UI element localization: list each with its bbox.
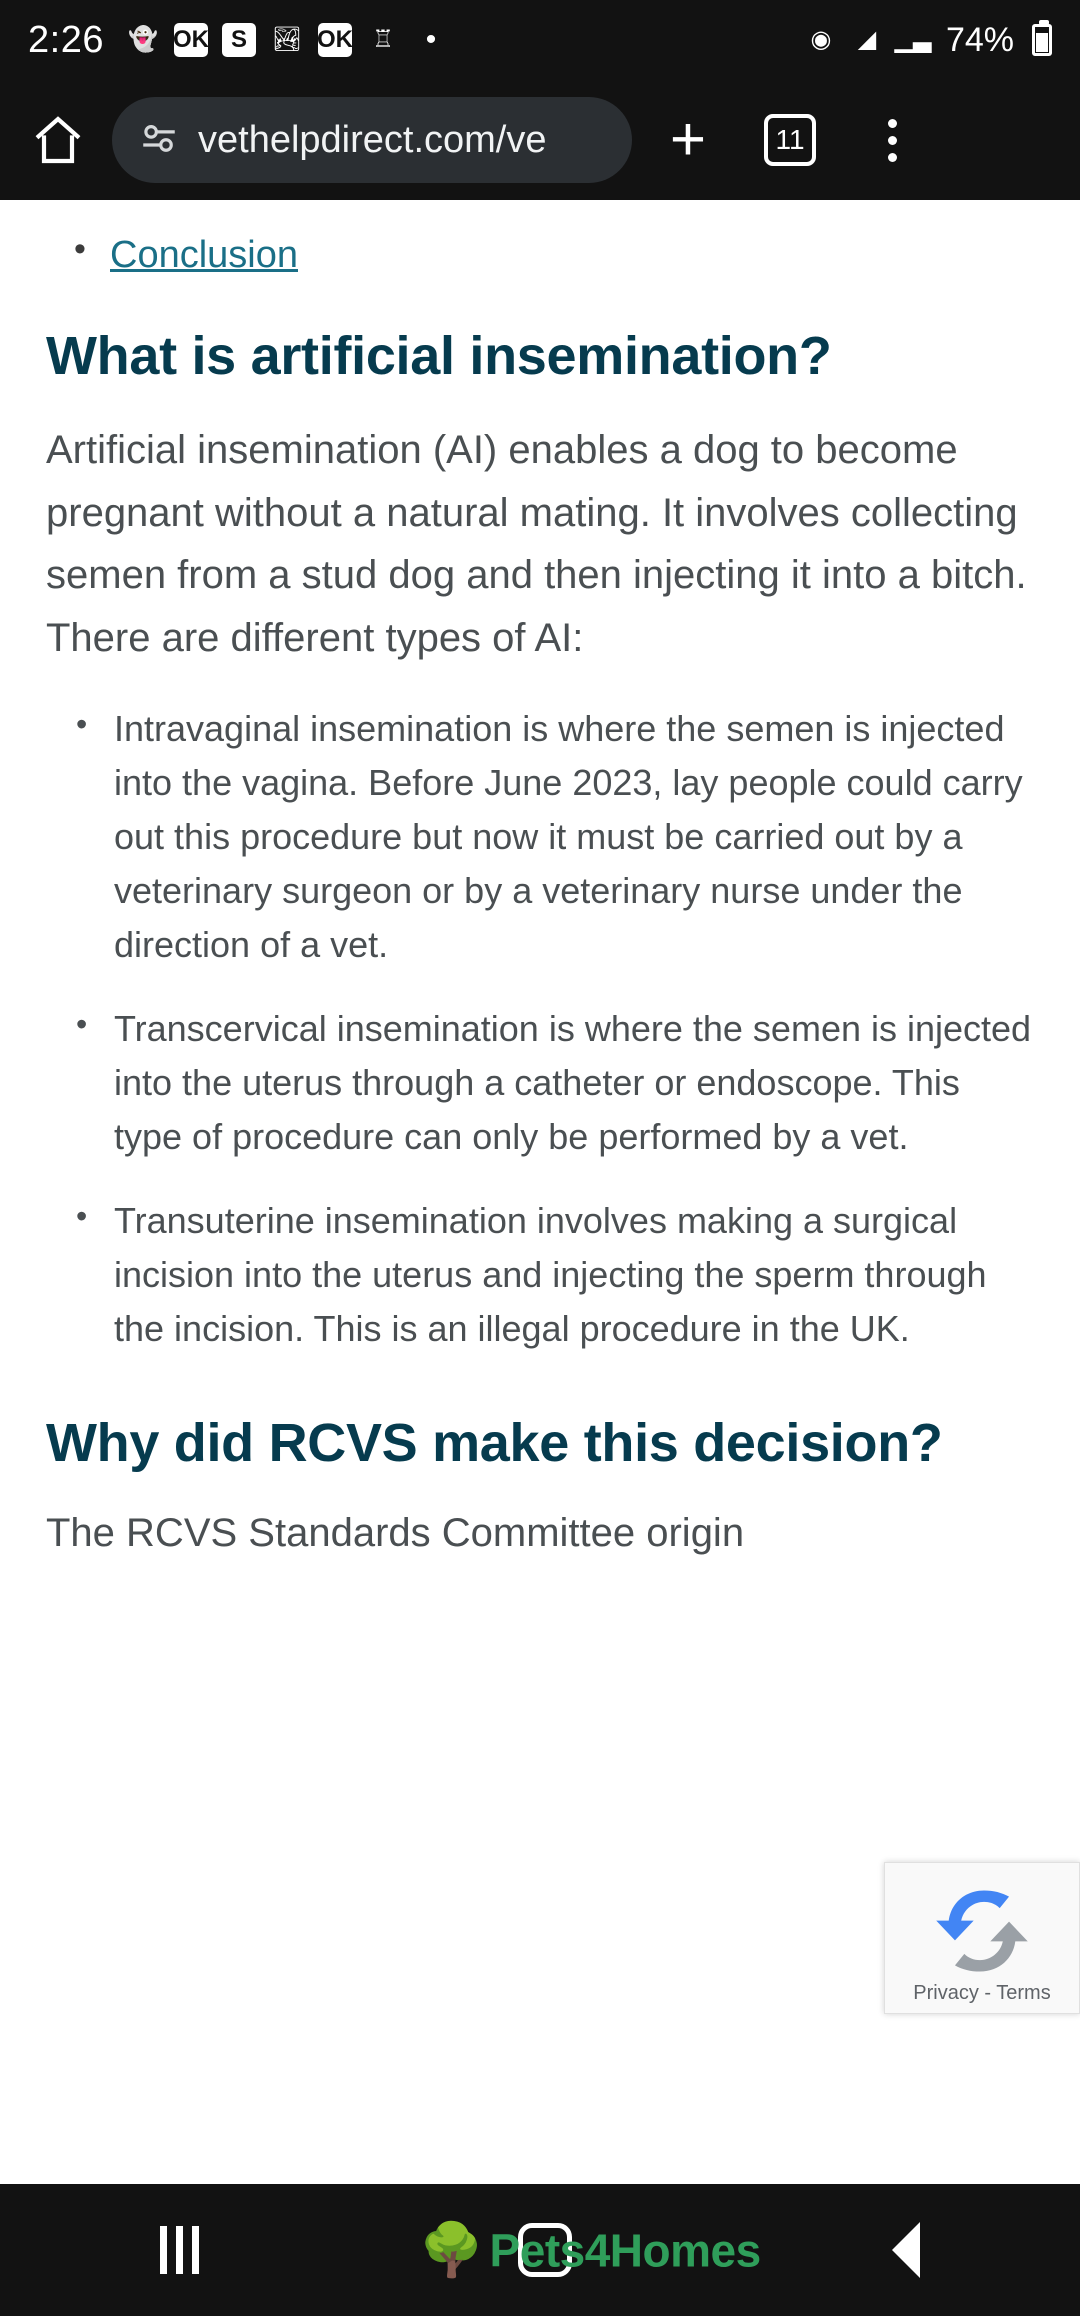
battery-percent: 74%	[945, 20, 1014, 59]
wifi-icon: ◢	[857, 26, 877, 53]
system-navigation-bar	[0, 2184, 1080, 2316]
plus-icon: +	[669, 105, 707, 174]
site-settings-icon[interactable]	[138, 117, 180, 164]
list-item: • Transcervical insemination is where the semen is injected into the uterus through a catheter or endoscope. This type of procedure can only be performed by a vet.	[76, 1002, 1034, 1164]
pets4homes-logo-icon: 🌳	[419, 2221, 484, 2280]
overflow-menu-icon	[888, 119, 897, 162]
recaptcha-badge[interactable]	[884, 1862, 1080, 2014]
dot-icon: •	[425, 23, 437, 56]
status-bar	[0, 0, 1080, 80]
recaptcha-privacy-terms[interactable]: Privacy - Terms	[913, 1982, 1051, 2004]
list-item: • Transuterine insemination involves making a surgical incision into the uterus and injecting the sperm through the incision. This is an illegal procedure in the UK.	[76, 1194, 1034, 1356]
page-heading-why-rcvs: Why did RCVS make this decision?	[46, 1412, 943, 1473]
watermark-pets4homes	[419, 2220, 760, 2281]
back-nav-icon[interactable]	[892, 2222, 920, 2278]
ok-badge-icon: OK	[174, 23, 208, 57]
status-clock: 2:26	[28, 18, 104, 61]
list-item: • Intravaginal insemination is where the semen is injected into the vagina. Before June 2023, lay people could carry out this procedure but now it must be carried out by a veterinary surgeon or by a veterinary nurse under the direction of a vet.	[76, 702, 1034, 972]
ghost-icon: 👻	[128, 26, 158, 53]
new-tab-button[interactable]	[642, 94, 734, 186]
zoo-app-icon: 🏞	[271, 26, 303, 53]
status-notification-icons	[126, 23, 448, 57]
watermark-label: Pets4Homes	[489, 2224, 761, 2276]
s-app-icon: S	[222, 23, 256, 57]
signal-icon: ▁▃	[894, 26, 932, 53]
toc-link-conclusion[interactable]: Conclusion	[110, 234, 298, 276]
pinterest-icon: ♖	[372, 26, 394, 53]
nfc-icon: ◉	[810, 26, 832, 53]
address-bar[interactable]	[112, 97, 632, 183]
page-heading-what-is-ai: What is artificial insemination?	[46, 326, 832, 386]
home-button[interactable]	[22, 104, 94, 176]
web-page-content	[0, 200, 1080, 2184]
battery-icon	[1032, 24, 1052, 56]
list-item	[74, 234, 1034, 277]
tab-switcher-button[interactable]	[744, 94, 836, 186]
clipped-text-line	[46, 2158, 1034, 2184]
table-of-contents	[46, 234, 1034, 277]
ai-types-list	[46, 702, 1034, 1356]
overflow-menu-button[interactable]	[846, 94, 938, 186]
ok-badge-icon-2: OK	[318, 23, 352, 57]
url-text: vethelpdirect.com/ve	[198, 118, 547, 161]
intro-paragraph: Artificial insemination (AI) enables a dog to become pregnant without a natural mating. It involves collecting semen from a stud dog and then injecting it into a bitch. There are different types of AI:	[46, 427, 1027, 661]
home-nav-icon[interactable]	[518, 2223, 572, 2277]
recaptcha-logo-icon	[930, 1882, 1034, 1980]
tab-count-badge: 11	[764, 114, 816, 166]
browser-toolbar	[0, 80, 1080, 200]
tail-paragraph: The RCVS Standards Committee origin	[46, 1510, 745, 1555]
recent-apps-icon[interactable]	[160, 2226, 199, 2274]
status-system-icons	[804, 21, 1052, 60]
